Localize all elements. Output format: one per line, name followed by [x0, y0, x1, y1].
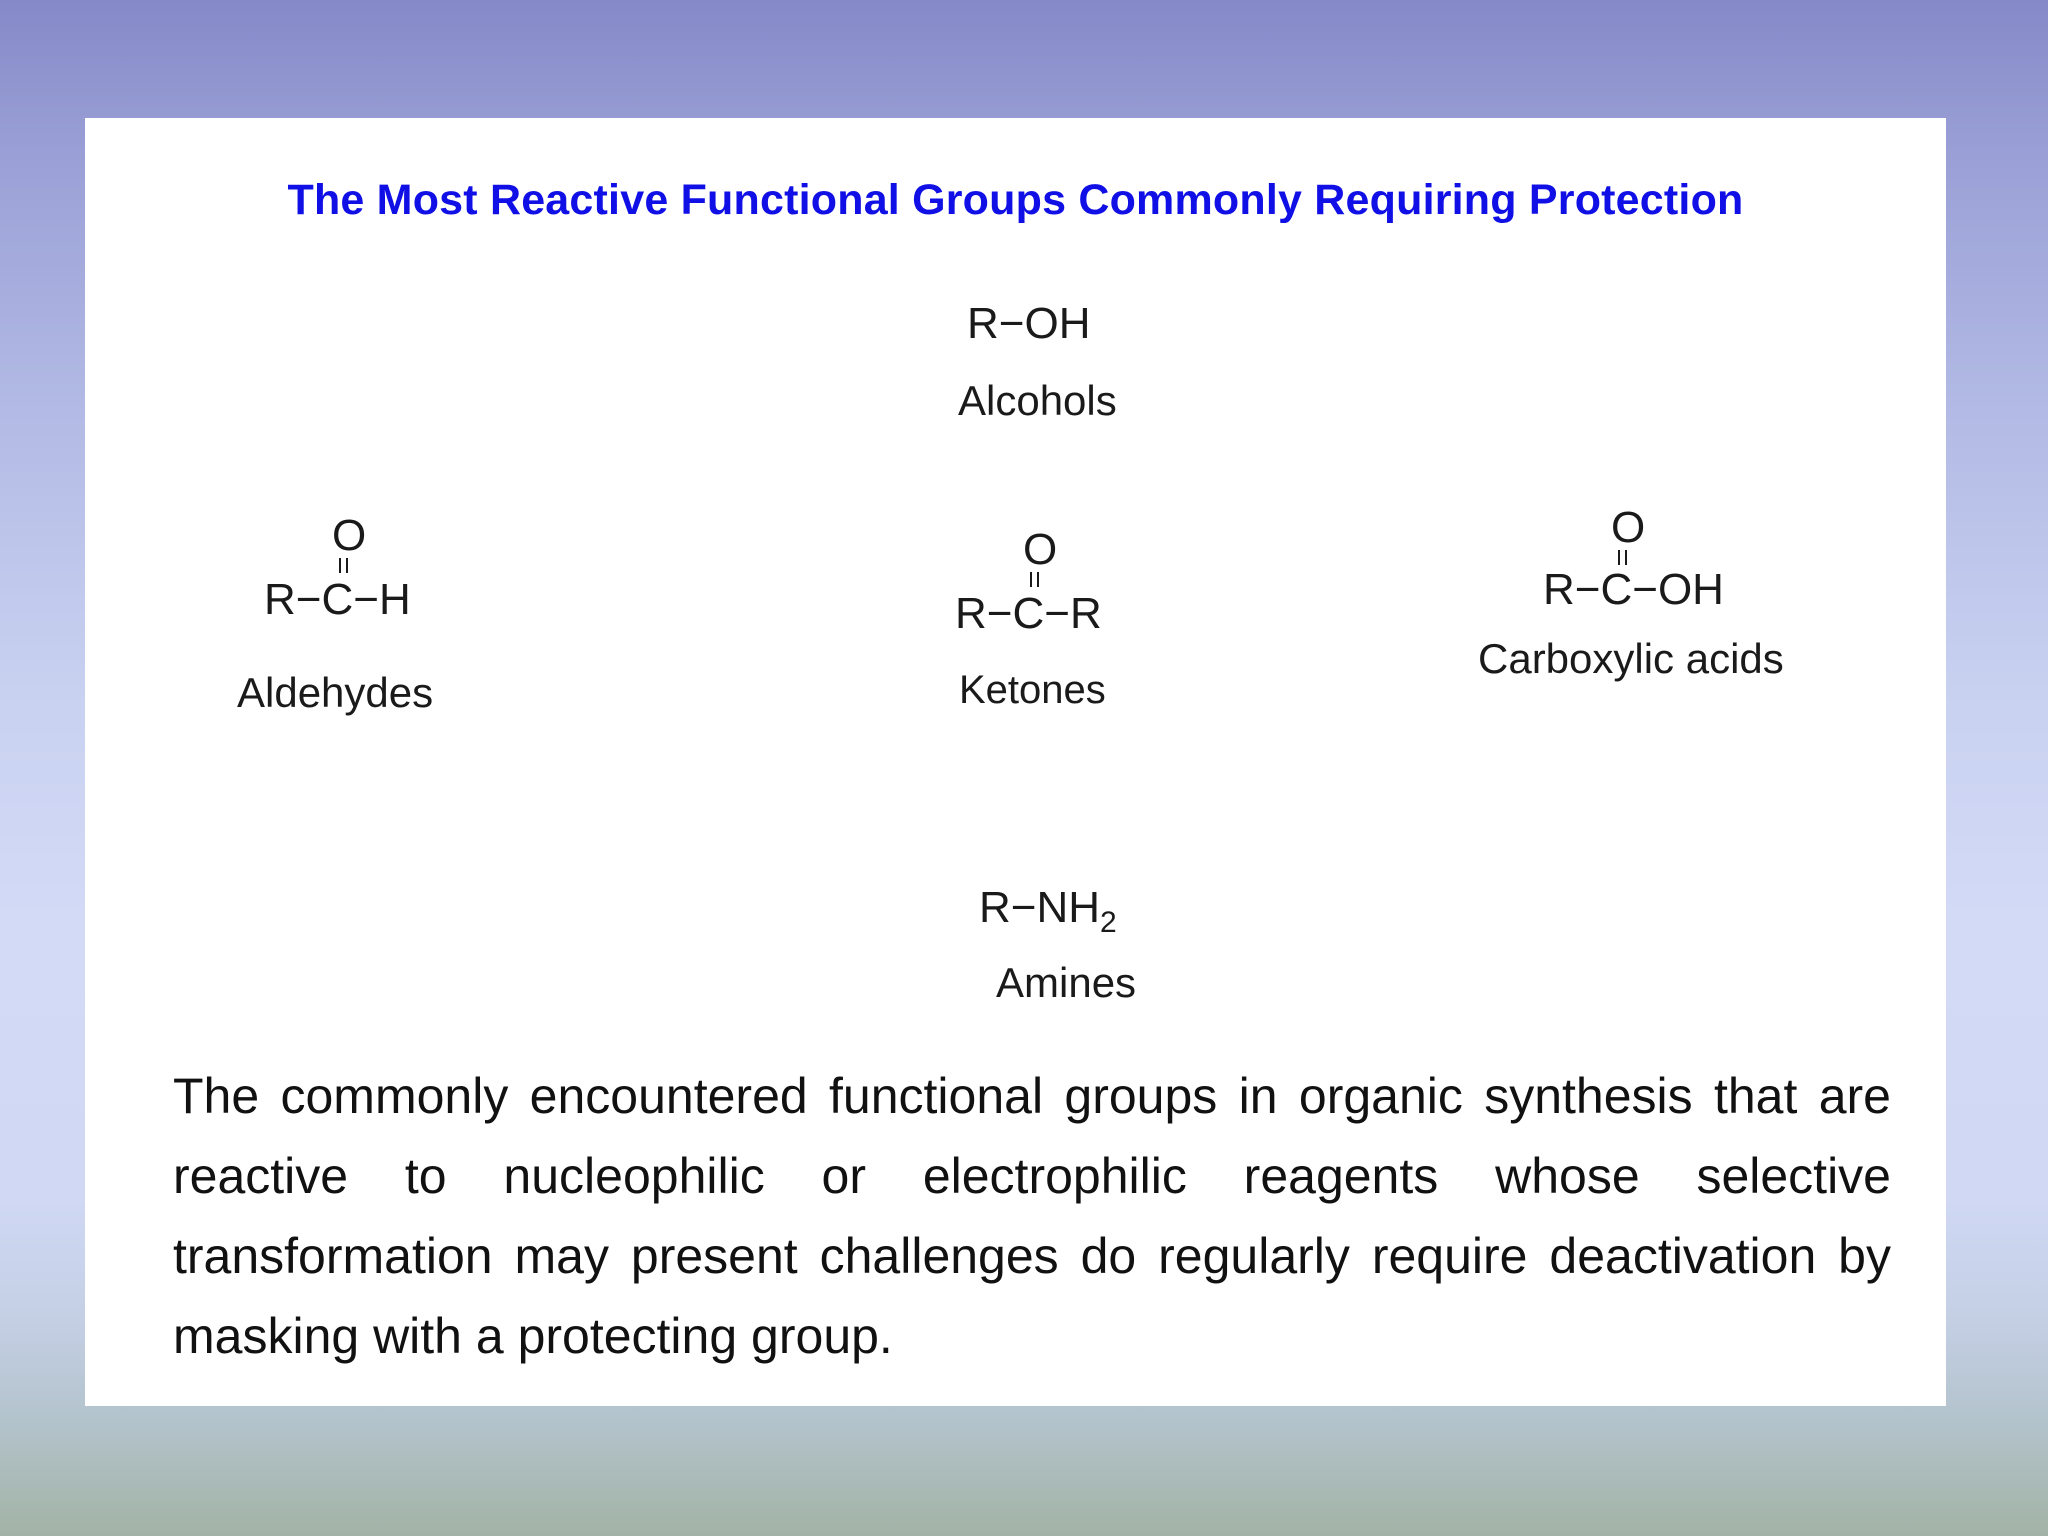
- amine-formula: [979, 883, 1117, 939]
- aldehyde-double-bond: [339, 558, 348, 573]
- aldehyde-oxygen: O: [332, 511, 367, 560]
- carboxylic-acid-structure: [1543, 503, 1783, 626]
- ketone-label: Ketones: [959, 668, 1106, 712]
- ketone-formula: R−C−R: [955, 589, 1102, 638]
- carboxylic-acid-oxygen: O: [1611, 503, 1646, 552]
- alcohol-label: Alcohols: [958, 377, 1117, 424]
- description-paragraph: The commonly encountered functional groups in organic synthesis that are reactive to nucleophilic or electrophilic reagents whose selective transformation may present challenges do regularly require deactivation by masking with a protecting group.: [173, 1068, 1891, 1364]
- slide: [85, 118, 1946, 1406]
- carboxylic-acid-label: Carboxylic acids: [1478, 635, 1784, 682]
- carboxylic-acid-formula: R−C−OH: [1543, 565, 1724, 614]
- aldehyde-formula: R−C−H: [264, 575, 411, 624]
- ketone-double-bond: [1030, 572, 1039, 587]
- amine-label: Amines: [996, 959, 1137, 1006]
- aldehyde-label: Aldehydes: [237, 669, 434, 716]
- alcohol-formula: R−OH: [967, 299, 1091, 348]
- carboxylic-acid-double-bond: [1618, 550, 1627, 565]
- amine-formula-main: R−NH: [979, 883, 1101, 932]
- amine-formula-subscript: 2: [1100, 906, 1117, 939]
- aldehyde-structure: [264, 511, 464, 634]
- ketone-structure: [955, 525, 1155, 648]
- slide-title: The Most Reactive Functional Groups Commonly Requiring Protection: [287, 176, 1744, 224]
- ketone-oxygen: O: [1023, 525, 1058, 574]
